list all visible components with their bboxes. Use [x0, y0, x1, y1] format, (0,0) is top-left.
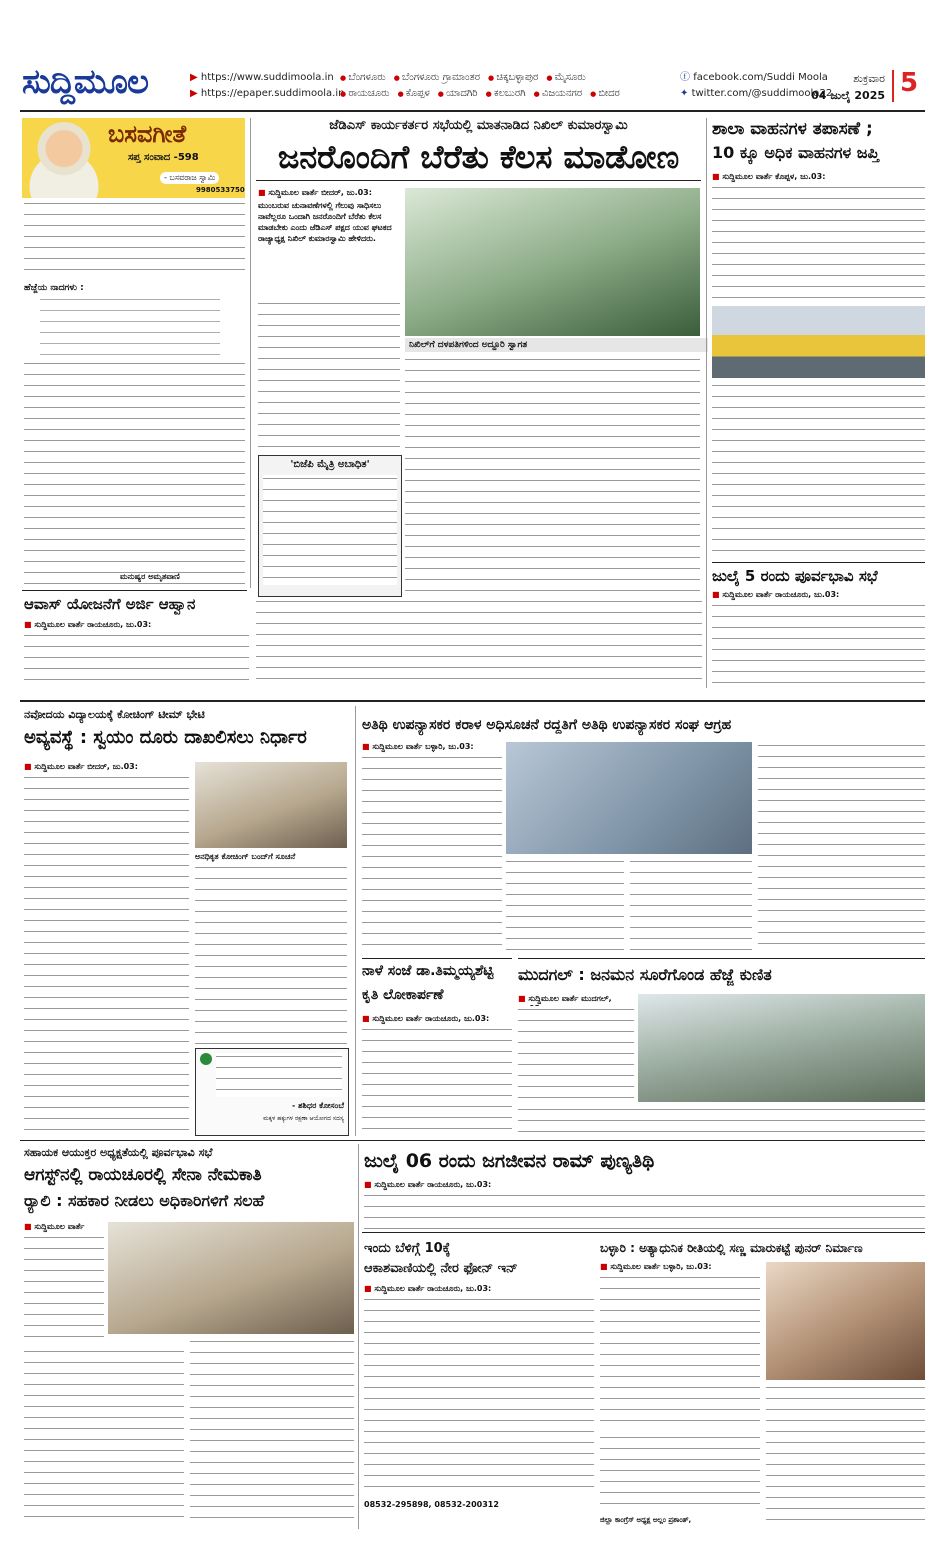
guest-body-1: [362, 754, 502, 952]
nav-bidar[interactable]: ● ಬೀದರ: [590, 88, 620, 99]
sena-body-2: [24, 1348, 184, 1526]
nav-koppal[interactable]: ● ಕೊಪ್ಪಳ: [398, 88, 430, 99]
market-photo: [766, 1262, 925, 1380]
basavageethe-subhead: ಹೆಜ್ಜೆಯ ನಾದಗಳು :: [24, 283, 84, 293]
section-rule-2: [20, 1140, 925, 1141]
guest-byline: ■ ಸುದ್ದಿಮೂಲ ವಾರ್ತೆ ಬಳ್ಳಾರಿ, ಜು.03:: [362, 742, 502, 752]
lead-body-col2: [405, 356, 700, 528]
guest-headline: ಅತಿಥಿ ಉಪನ್ಯಾಸಕರ ಕರಾಳ ಅಧಿಸೂಚನೆ ರದ್ದತಿಗೆ ಅತಿಥಿ ಉಪನ್ಯಾಸಕರ ಸಂಘ ಆಗ್ರಹ: [362, 717, 732, 733]
lead-byline: ■ ಸುದ್ದಿಮೂಲ ವಾರ್ತೆ ಬೀದರ್, ಜು.03:: [258, 188, 398, 198]
basavageethe-verse: [40, 296, 220, 356]
nav-mysuru[interactable]: ● ಮೈಸೂರು: [546, 72, 585, 83]
sena-body-1: [24, 1234, 104, 1344]
sena-headline-1: ಆಗಸ್ಟ್‌ನಲ್ಲಿ ರಾಯಚೂರಲ್ಲಿ ಸೇನಾ ನೇಮಕಾತಿ: [24, 1165, 262, 1185]
basavageethe-closing: ಮನುಷ್ಯರ ಅಮೃತವಾಣಿ: [120, 572, 180, 581]
sena-body-3: [190, 1338, 354, 1526]
navodaya-kicker: ನವೋದಯ ವಿದ್ಯಾಲಯಕ್ಕೆ ಕೋಚಿಂಗ್ ಟೀಮ್ ಭೇಟಿ: [24, 708, 205, 721]
navodaya-byline: ■ ಸುದ್ದಿಮೂಲ ವಾರ್ತೆ ಬೀದರ್, ಜು.03:: [24, 762, 189, 772]
navodaya-body-2: [195, 864, 347, 1044]
lead-rule: [256, 180, 701, 181]
market-byline: ■ ಸುದ್ದಿಮೂಲ ವಾರ್ತೆ ಬಳ್ಳಾರಿ, ಜು.03:: [600, 1262, 760, 1272]
basavageethe-title: ಬಸವಗೀತೆ: [108, 120, 187, 148]
akashvani-phones: 08532-295898, 08532-200312: [364, 1500, 499, 1509]
basavageethe-body-2: [24, 360, 245, 585]
facebook-link[interactable]: facebook.com/Suddi Moola: [693, 72, 828, 83]
website-link[interactable]: https://www.suddimoola.in: [200, 72, 334, 83]
page-divider: [892, 70, 894, 102]
epaper-link[interactable]: https://epaper.suddimoola.in: [200, 88, 345, 99]
issue-date: [800, 70, 885, 104]
market-sign: ಜಿಲ್ಲಾ ಕಾಂಗ್ರೆಸ್ ಅಧ್ಯಕ್ಷ ಅಲ್ಲಂ ಪ್ರಶಾಂತ್,: [600, 1516, 692, 1524]
navodaya-photo: [195, 762, 347, 848]
twitter-icon: ✦: [680, 88, 689, 99]
basavageethe-author: - ಬಸವರಾಜ ಸ್ವಾಮಿ: [160, 172, 219, 184]
col-rule-bottom: [358, 1144, 359, 1529]
mudagal-top-rule: [518, 958, 925, 959]
basavageethe-subtitle: ಸಪ್ತ ಸಂವಾದ -598: [128, 152, 199, 163]
web-links: ▶ https://www.suddimoola.in ▶ https://epaper.suddimoola.in: [190, 72, 345, 99]
guest-body-3: [630, 858, 752, 952]
sena-byline: ■ ಸುದ್ದಿಮೂಲ ವಾರ್ತೆ: [24, 1222, 104, 1232]
lead-headline: ಜನರೊಂದಿಗೆ ಬೆರೆತು ಕೆಲಸ ಮಾಡೋಣ: [277, 138, 680, 176]
jagjivan-headline: ಜುಲೈ 06 ರಂದು ಜಗಜೀವನ ರಾಮ್ ಪುಣ್ಯತಿಥಿ: [364, 1150, 655, 1172]
facebook-icon: ⓕ: [680, 72, 690, 83]
guest-body-2: [506, 858, 624, 952]
book-byline: ■ ಸುದ್ದಿಮೂಲ ವಾರ್ತೆ ರಾಯಚೂರು, ಜು.03:: [362, 1014, 512, 1024]
market-body-2: [766, 1384, 925, 1526]
section-rule-1: [20, 700, 925, 702]
sena-photo: [108, 1222, 354, 1334]
july5-byline: ■ ಸುದ್ದಿಮೂಲ ವಾರ್ತೆ ರಾಯಚೂರು, ಜು.03:: [712, 590, 925, 600]
lead-quote-title: 'ಬಿಜೆಪಿ ಮೈತ್ರಿ ಅಬಾಧಿತ': [290, 459, 370, 470]
july5-headline: ಜುಲೈ 5 ರಂದು ಪೂರ್ವಭಾವಿ ಸಭೆ: [712, 567, 878, 585]
sena-kicker: ಸಹಾಯಕ ಆಯುಕ್ತರ ಅಧ್ಯಕ್ಷತೆಯಲ್ಲಿ ಪೂರ್ವಭಾವಿ ಸಭೆ: [24, 1146, 213, 1159]
basavageethe-phone: 9980533750: [196, 186, 245, 194]
navodaya-body-1: [24, 774, 189, 1136]
awas-byline: ■ ಸುದ್ದಿಮೂಲ ವಾರ್ತೆ ರಾಯಚೂರು, ಜು.03:: [24, 620, 249, 630]
awas-body: [24, 632, 249, 684]
col-rule-left: [250, 118, 251, 588]
guest-photo: [506, 742, 752, 854]
akashvani-body: [364, 1296, 594, 1496]
issue-day: ಶುಕ್ರವಾರ: [853, 72, 885, 85]
awas-headline: ಆವಾಸ್ ಯೋಜನೆಗೆ ಅರ್ಜಿ ಆಹ್ವಾನ: [24, 595, 196, 613]
guest-body-4: [758, 742, 925, 952]
akashvani-byline: ■ ಸುದ್ದಿಮೂಲ ವಾರ್ತೆ ರಾಯಚೂರು, ಜು.03:: [364, 1284, 594, 1294]
navodaya-box-title: ಅನಧಿಕೃತ ಕೋಚಿಂಗ್ ಬಂದ್‌ಗೆ ಸೂಚನೆ: [195, 852, 296, 861]
masthead-logo: ಸುದ್ದಿಮೂಲ: [22, 62, 148, 102]
akashvani-headline-2: ಆಕಾಶವಾಣಿಯಲ್ಲಿ ನೇರ ಫೋನ್ ಇನ್: [364, 1261, 518, 1276]
vehicles-body-2: [712, 382, 925, 560]
market-body-3: [600, 1434, 760, 1514]
market-headline: ಬಳ್ಳಾರಿ : ಅತ್ಯಾಧುನಿಕ ರೀತಿಯಲ್ಲಿ ಸಣ್ಣ ಮಾರುಕಟ್ಟೆ ಪುನರ್ ನಿರ್ಮಾಣ: [600, 1241, 863, 1255]
book-body: [362, 1026, 512, 1136]
jagjivan-byline: ■ ಸುದ್ದಿಮೂಲ ವಾರ್ತೆ ರಾಯಚೂರು, ಜು.03:: [364, 1180, 644, 1190]
jagjivan-body: [364, 1192, 925, 1230]
vehicles-headline-2: 10 ಕ್ಕೂ ಅಧಿಕ ವಾಹನಗಳ ಜಪ್ತಿ: [712, 143, 880, 162]
nav-bengaluru[interactable]: ● ಬೆಂಗಳೂರು: [340, 72, 386, 83]
twitter-link[interactable]: twitter.com/@suddimoola22: [691, 88, 833, 99]
issue-date-text: 04 ಜುಲೈ 2025: [811, 89, 885, 102]
nav-yadgir[interactable]: ● ಯಾದಗಿರಿ: [438, 88, 478, 99]
lead-quote-box: [258, 455, 402, 597]
quote-icon: [200, 1053, 212, 1065]
lead-kicker: ಜೆಡಿಎಸ್ ಕಾರ್ಯಕರ್ತರ ಸಭೆಯಲ್ಲಿ ಮಾತನಾಡಿದ ನಿಖಿಲ್ ಕುಮಾರಸ್ವಾಮಿ: [329, 118, 628, 133]
vehicles-headline-1: ಶಾಲಾ ವಾಹನಗಳ ತಪಾಸಣೆ ;: [712, 119, 873, 139]
book-headline-2: ಕೃತಿ ಲೋಕಾರ್ಪಣೆ: [362, 987, 444, 1003]
navodaya-quote-text: [216, 1053, 342, 1097]
nav-vijayanagara[interactable]: ● ವಿಜಯನಗರ: [534, 88, 582, 99]
sena-headline-2: ರ‍್ಯಾಲಿ : ಸಹಕಾರ ನೀಡಲು ಅಧಿಕಾರಿಗಳಿಗೆ ಸಲಹೆ: [24, 1191, 265, 1210]
col-rule-right: [706, 118, 707, 688]
vehicles-byline: ■ ಸುದ್ದಿಮೂಲ ವಾರ್ತೆ ಕೊಪ್ಪಳ, ಜು.03:: [712, 172, 925, 182]
lead-body-col3: [405, 532, 700, 592]
nav-kalaburagi[interactable]: ● ಕಲಬುರಗಿ: [486, 88, 526, 99]
july5-body: [712, 602, 925, 688]
vehicles-body-1: [712, 184, 925, 302]
mudagal-body-1: [518, 1006, 634, 1098]
mudagal-headline: ಮುದಗಲ್ : ಜನಮನ ಸೂರೆಗೊಂಡ ಹೆಜ್ಜೆ ಕುಣಿತ: [518, 965, 772, 984]
navodaya-quote-author: - ಶಶಿಧರ ಕೋಸಂಬೆ: [292, 1101, 344, 1110]
navodaya-quote-role: ಮಕ್ಕಳ ಹಕ್ಕುಗಳ ರಕ್ಷಣಾ ಆಯೋಗದ ಸದಸ್ಯ: [263, 1115, 344, 1122]
school-bus-photo: [712, 306, 925, 378]
section-rule-3: [362, 1232, 925, 1233]
july5-top-rule: [712, 562, 925, 563]
nav-bengaluru-rural[interactable]: ● ಬೆಂಗಳೂರು ಗ್ರಾಮಾಂತರ: [394, 72, 480, 83]
mudagal-byline: ■ ಸುದ್ದಿಮೂಲ ವಾರ್ತೆ ಮುದಗಲ್,: [518, 994, 634, 1014]
lead-body-col1: [258, 300, 400, 450]
mudagal-body-2: [518, 1106, 925, 1136]
nav-chikkaballapura[interactable]: ● ಚಿಕ್ಕಬಳ್ಳಾಪುರ: [488, 72, 538, 83]
book-headline-1: ನಾಳೆ ಸಂಜೆ ಡಾ.ತಿಮ್ಮಯ್ಯಶೆಟ್ಟಿ: [362, 963, 494, 979]
navodaya-headline: ಅವ್ಯವಸ್ಥೆ : ಸ್ವಯಂ ದೂರು ದಾಖಲಿಸಲು ನಿರ್ಧಾರ: [24, 727, 307, 748]
page-number: 5: [900, 68, 919, 98]
akashvani-headline-1: ಇಂದು ಬೆಳಿಗ್ಗೆ 10ಕ್ಕೆ: [364, 1241, 451, 1256]
lead-body-bottom: [256, 598, 702, 688]
basavageethe-body: [24, 200, 245, 280]
mudagal-photo: [638, 994, 925, 1102]
saint-portrait: [26, 122, 102, 198]
navodaya-quote-box: [195, 1048, 349, 1136]
masthead-rule: [20, 110, 925, 112]
lead-intro: ಮುಂಬರುವ ಚುನಾವಣೆಗಳಲ್ಲಿ ಗೆಲುವು ಸಾಧಿಸಲು ನಾವೆಲ್ಲರೂ ಒಂದಾಗಿ ಜನರೊಂದಿಗೆ ಬೆರೆತು ಕೆಲಸ ಮಾಡಬೇಕು ಎಂದು ಜೆಡಿಎಸ್ ಪಕ್ಷದ ಯುವ ಘಟಕದ ರಾಜ್ಯಾಧ್ಯಕ್ಷ ನಿಖಿಲ್ ಕುಮಾರಸ್ವಾಮಿ ಹೇಳಿದರು.: [258, 201, 392, 243]
nav-raichur[interactable]: ● ರಾಯಚೂರು: [340, 88, 390, 99]
lead-photo: [405, 188, 700, 336]
lead-photo-caption: ನಿಖಿಲ್‌ಗೆ ದಳಪತಿಗಳಿಂದ ಅದ್ದೂರಿ ಸ್ವಾಗತ: [405, 338, 708, 352]
col-rule-mid: [355, 706, 356, 1136]
book-top-rule: [362, 958, 512, 959]
market-body-1: [600, 1274, 760, 1430]
district-nav: [340, 70, 670, 102]
awas-top-rule: [22, 590, 247, 591]
lead-quote-text: [263, 475, 397, 585]
